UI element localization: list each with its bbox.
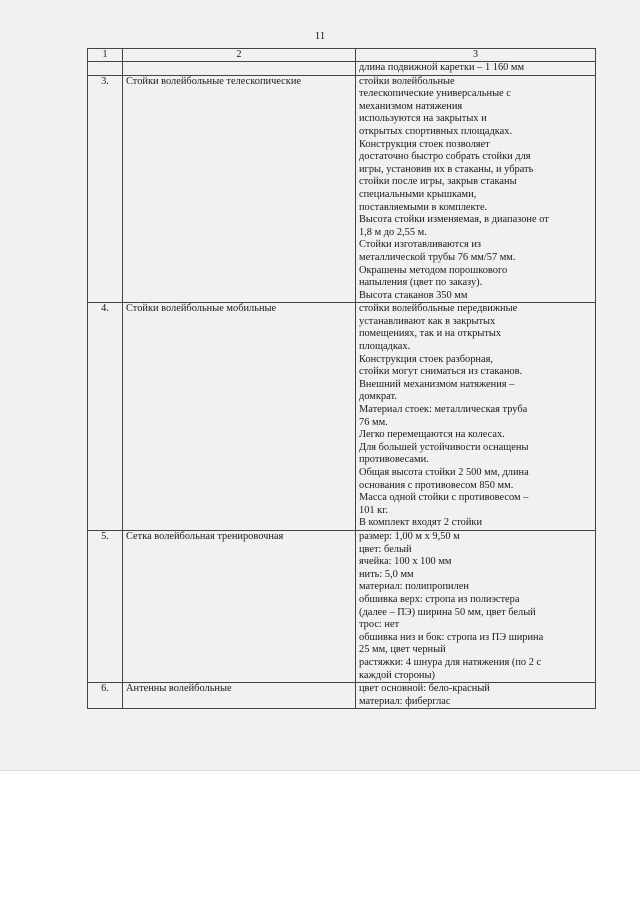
description-line: домкрат. [359, 391, 397, 403]
header-row [88, 49, 596, 62]
description-line: длина подвижной каретки – 1 160 мм [359, 62, 525, 73]
description-line: достаточно быстро собрать стойки для [359, 151, 531, 163]
description-line: Конструкция стоек позволяет [359, 138, 490, 150]
description-line: обшивка низ и бок: стропа из ПЭ ширина [359, 631, 544, 643]
description-line: игры, установив их в стаканы, и убрать [359, 163, 534, 175]
description-line: Конструкция стоек разборная, [359, 353, 493, 365]
description-line: специальными крышками, [359, 188, 477, 200]
description-line: напыления (цвет по заказу). [359, 277, 483, 289]
item-description-cell [356, 75, 596, 303]
item-name-cell [123, 62, 356, 76]
description-line: 1,8 м до 2,55 м. [359, 226, 427, 238]
description-line: Внешний механизмом натяжения – [359, 378, 515, 390]
description-line: трос: нет [359, 619, 400, 631]
description-line: нить: 5,0 мм [359, 568, 414, 580]
description-line: каждой стороны) [359, 669, 435, 681]
description-line: Материал стоек: металлическая труба [359, 404, 528, 416]
table-row [88, 303, 596, 531]
description-line: 25 мм, цвет черный [359, 644, 446, 656]
description-line: В комплект входят 2 стойки [359, 517, 483, 529]
description-line: стойки после игры, закрыв стаканы [359, 176, 517, 188]
row-number-cell: 5. [88, 530, 123, 682]
description-line: материал: фиберглас [359, 695, 451, 707]
description-line: стойки волейбольные передвижные [359, 303, 518, 315]
description-line: Окрашены методом порошкового [359, 264, 508, 276]
continuation-row [88, 62, 596, 76]
description-line: (далее – ПЭ) ширина 50 мм, цвет белый [359, 606, 536, 618]
item-description-cell [356, 303, 596, 531]
description-line: помещениях, так и на открытых [359, 328, 502, 340]
row-number-cell [88, 62, 123, 76]
table-row [88, 683, 596, 709]
description-line: размер: 1,00 м х 9,50 м [359, 530, 460, 542]
row-number-cell: 4. [88, 303, 123, 531]
description-line: Высота стаканов 350 мм [359, 289, 468, 301]
description-line: цвет основной: бело-красный [359, 683, 490, 695]
header-col-3: 3 [356, 49, 596, 62]
description-line: металлической трубы 76 мм/57 мм. [359, 251, 516, 263]
description-line: растяжки: 4 шнура для натяжения (по 2 с [359, 656, 542, 668]
item-name-cell: Стойки волейбольные мобильные [123, 303, 356, 531]
description-line: 101 кг. [359, 504, 388, 516]
description-line: Масса одной стойки с противовесом – [359, 492, 529, 504]
description-line: поставляемыми в комплекте. [359, 201, 488, 213]
description-line: Легко перемещаются на колесах. [359, 429, 505, 441]
description-line: основания с противовесом 850 мм. [359, 479, 514, 491]
row-number-cell: 3. [88, 75, 123, 303]
description-line: ячейка: 100 х 100 мм [359, 556, 452, 568]
table-row [88, 530, 596, 682]
description-line: Высота стойки изменяемая, в диапазоне от [359, 214, 549, 226]
header-col-1: 1 [88, 49, 123, 62]
item-description-cell [356, 530, 596, 682]
description-line: материал: полипропилен [359, 581, 469, 593]
description-line: открытых спортивных площадках. [359, 125, 513, 137]
description-line: 76 мм. [359, 416, 388, 428]
description-line: цвет: белый [359, 543, 412, 555]
table-row [88, 75, 596, 303]
description-line: стойки волейбольные [359, 75, 455, 87]
item-name-cell: Антенны волейбольные [123, 683, 356, 709]
description-line: стойки могут сниматься из стаканов. [359, 366, 523, 378]
description-line: площадках. [359, 341, 411, 353]
item-description-cell [356, 683, 596, 709]
specification-table [87, 48, 596, 709]
description-line: обшивка верх: стропа из полиэстера [359, 593, 520, 605]
row-number-cell: 6. [88, 683, 123, 709]
description-line: Для большей устойчивости оснащены [359, 441, 529, 453]
description-line: Общая высота стойки 2 500 мм, длина [359, 467, 529, 478]
item-name-cell: Сетка волейбольная тренировочная [123, 530, 356, 682]
page-number: 11 [314, 30, 326, 42]
description-line: телескопические универсальные с [359, 88, 511, 100]
header-col-2: 2 [123, 49, 356, 62]
item-description-cell [356, 62, 596, 76]
description-line: механизмом натяжения [359, 100, 463, 112]
description-line: используются на закрытых и [359, 113, 487, 125]
item-name-cell: Стойки волейбольные телескопические [123, 75, 356, 303]
description-line: Стойки изготавливаются из [359, 239, 482, 251]
description-line: устанавливают как в закрытых [359, 315, 496, 327]
description-line: противовесами. [359, 454, 429, 466]
